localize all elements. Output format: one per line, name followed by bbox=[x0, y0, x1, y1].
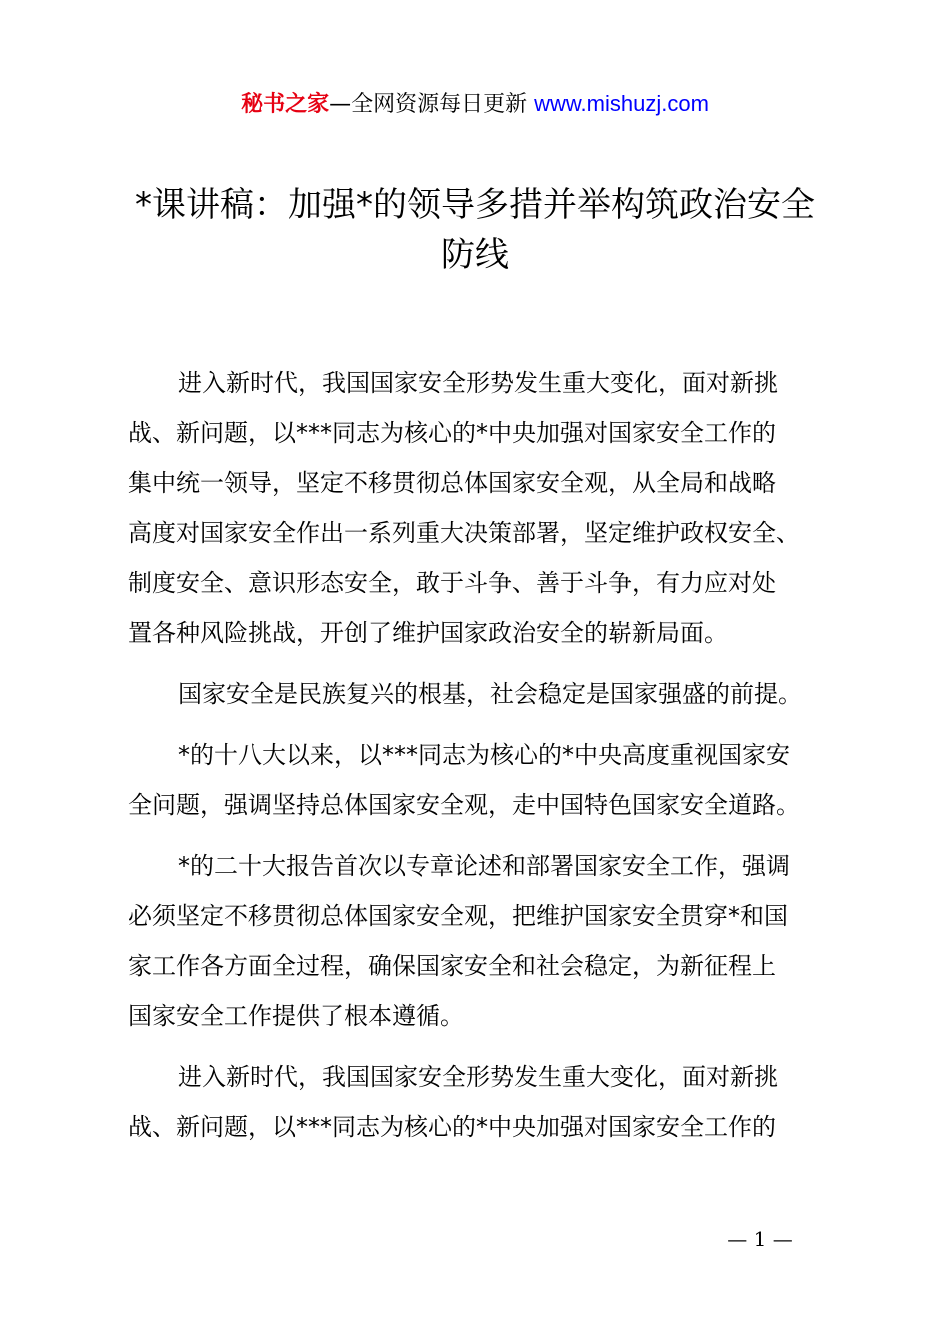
paragraph-1 bbox=[128, 358, 833, 658]
site-header bbox=[0, 88, 950, 121]
paragraph-line: 制度安全、意识形态安全，敢于斗争、善于斗争，有力应对处 bbox=[128, 569, 776, 597]
paragraph-line: 置各种风险挑战，开创了维护国家政治安全的崭新局面。 bbox=[128, 619, 728, 647]
header-tagline: —全网资源每日更新 bbox=[329, 92, 535, 117]
paragraph-5 bbox=[128, 1052, 833, 1152]
paragraph-3 bbox=[128, 730, 833, 830]
paragraph-4 bbox=[128, 841, 833, 1041]
document-title-line-1: *课讲稿：加强*的领导多措并举构筑政治安全 bbox=[135, 185, 815, 225]
site-url-link[interactable]: www.mishuzj.com bbox=[534, 91, 709, 116]
paragraph-line: 战、新问题，以***同志为核心的*中央加强对国家安全工作的 bbox=[128, 1113, 776, 1141]
paragraph-line: 家工作各方面全过程，确保国家安全和社会稳定，为新征程上 bbox=[128, 952, 776, 980]
paragraph-line: *的十八大以来，以***同志为核心的*中央高度重视国家安 bbox=[178, 741, 790, 769]
document-title bbox=[100, 180, 850, 280]
paragraph-line: 进入新时代，我国国家安全形势发生重大变化，面对新挑 bbox=[178, 369, 778, 397]
paragraph-2 bbox=[128, 669, 833, 719]
document-body bbox=[128, 358, 833, 1163]
paragraph-line: 必须坚定不移贯彻总体国家安全观，把维护国家安全贯穿*和国 bbox=[128, 902, 788, 930]
page-number: — 1 — bbox=[727, 1227, 793, 1251]
paragraph-line: 国家安全是民族复兴的根基，社会稳定是国家强盛的前提。 bbox=[178, 680, 802, 708]
document-title-line-2: 防线 bbox=[441, 235, 509, 275]
paragraph-line: 高度对国家安全作出一系列重大决策部署，坚定维护政权安全、 bbox=[128, 519, 800, 547]
paragraph-line: 战、新问题，以***同志为核心的*中央加强对国家安全工作的 bbox=[128, 419, 776, 447]
brand-name: 秘书之家 bbox=[241, 92, 330, 117]
paragraph-line: 国家安全工作提供了根本遵循。 bbox=[128, 1002, 464, 1030]
paragraph-line: 全问题，强调坚持总体国家安全观，走中国特色国家安全道路。 bbox=[128, 791, 800, 819]
paragraph-line: 集中统一领导，坚定不移贯彻总体国家安全观，从全局和战略 bbox=[128, 469, 776, 497]
paragraph-line: 进入新时代，我国国家安全形势发生重大变化，面对新挑 bbox=[178, 1063, 778, 1091]
paragraph-line: *的二十大报告首次以专章论述和部署国家安全工作，强调 bbox=[178, 852, 790, 880]
